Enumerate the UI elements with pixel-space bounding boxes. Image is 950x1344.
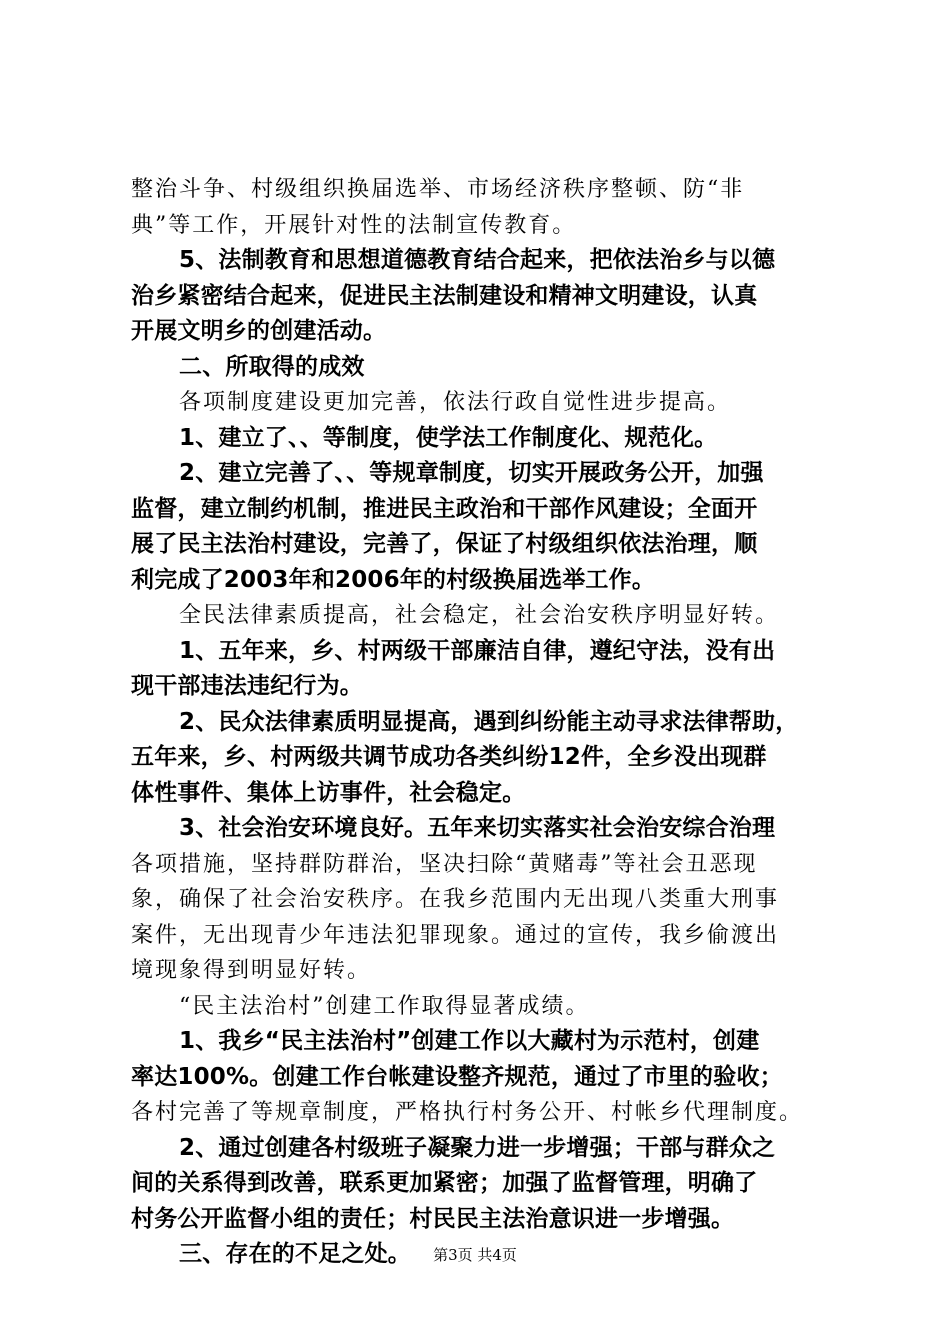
text-line: 率达100%。创建工作台帐建设整齐规范，通过了市里的验收； [131, 1063, 783, 1090]
page-footer: 第3页 共4页 [433, 1246, 517, 1264]
text-line: 1、建立了、、等制度，使学法工作制度化、规范化。 [179, 424, 718, 451]
text-line: 1、我乡“民主法治村”创建工作以大藏村为示范村，创建 [179, 1028, 760, 1054]
text-line: 三、存在的不足之处。 [179, 1241, 411, 1267]
text-line: 各项制度建设更加完善，依法行政自觉性进步提高。 [179, 390, 732, 415]
text-line: 体性事件、集体上访事件，社会稳定。 [131, 779, 526, 806]
text-line: 象，确保了社会治安秩序。在我乡范围内无出现八类重大刑事 [131, 887, 780, 912]
text-line: 开展文明乡的创建活动。 [131, 318, 387, 344]
text-line: 各项措施，坚持群防群治，坚决扫除“黄赌毒”等社会丑恶现 [131, 851, 758, 877]
text-line: 整治斗争、村级组织换届选举、市场经济秩序整顿、防“非 [131, 177, 745, 202]
text-line: 间的关系得到改善，联系更加紧密；加强了监督管理，明确了 [131, 1170, 758, 1196]
text-line: 二、所取得的成效 [179, 353, 365, 380]
text-line: 利完成了2003年和2006年的村级换届选举工作。 [131, 566, 656, 593]
text-line: 监督，建立制约机制，推进民主政治和干部作风建设；全面开 [131, 495, 758, 522]
text-line: 境现象得到明显好转。 [131, 958, 372, 983]
text-line: 治乡紧密结合起来，促进民主法制建设和精神文明建设，认真 [131, 282, 758, 309]
text-line: 案件，无出现青少年违法犯罪现象。通过的宣传，我乡偷渡出 [131, 922, 780, 948]
text-line: 各村完善了等规章制度，严格执行村务公开、村帐乡代理制度。 [131, 1100, 804, 1125]
document-body [131, 172, 836, 1273]
text-line: 1、五年来，乡、村两级干部廉洁自律，遵纪守法，没有出 [179, 637, 776, 664]
text-line: 展了民主法治村建设，完善了，保证了村级组织依法治理，顺 [131, 531, 758, 557]
text-line: 全民法律素质提高，社会稳定，社会治安秩序明显好转。 [179, 603, 780, 628]
text-line: 2、建立完善了、、等规章制度，切实开展政务公开，加强 [179, 460, 764, 486]
text-line: 典”等工作，开展针对性的法制宣传教育。 [131, 212, 577, 238]
text-line: 现干部违法违纪行为。 [131, 673, 363, 699]
text-line: 村务公开监督小组的责任；村民民主法治意识进一步增强。 [131, 1205, 735, 1232]
text-line: 5、法制教育和思想道德教育结合起来，把依法治乡与以德 [179, 247, 776, 273]
text-line: “民主法治村”创建工作取得显著成绩。 [179, 993, 590, 1019]
text-line: 五年来，乡、村两级共调节成功各类纠纷12件，全乡没出现群 [131, 744, 767, 770]
text-line: 3、社会治安环境良好。五年来切实落实社会治安综合治理 [179, 815, 776, 841]
text-line: 2、民众法律素质明显提高，遇到纠纷能主动寻求法律帮助， [179, 708, 799, 735]
text-line: 2、通过创建各村级班子凝聚力进一步增强；干部与群众之 [179, 1134, 776, 1161]
